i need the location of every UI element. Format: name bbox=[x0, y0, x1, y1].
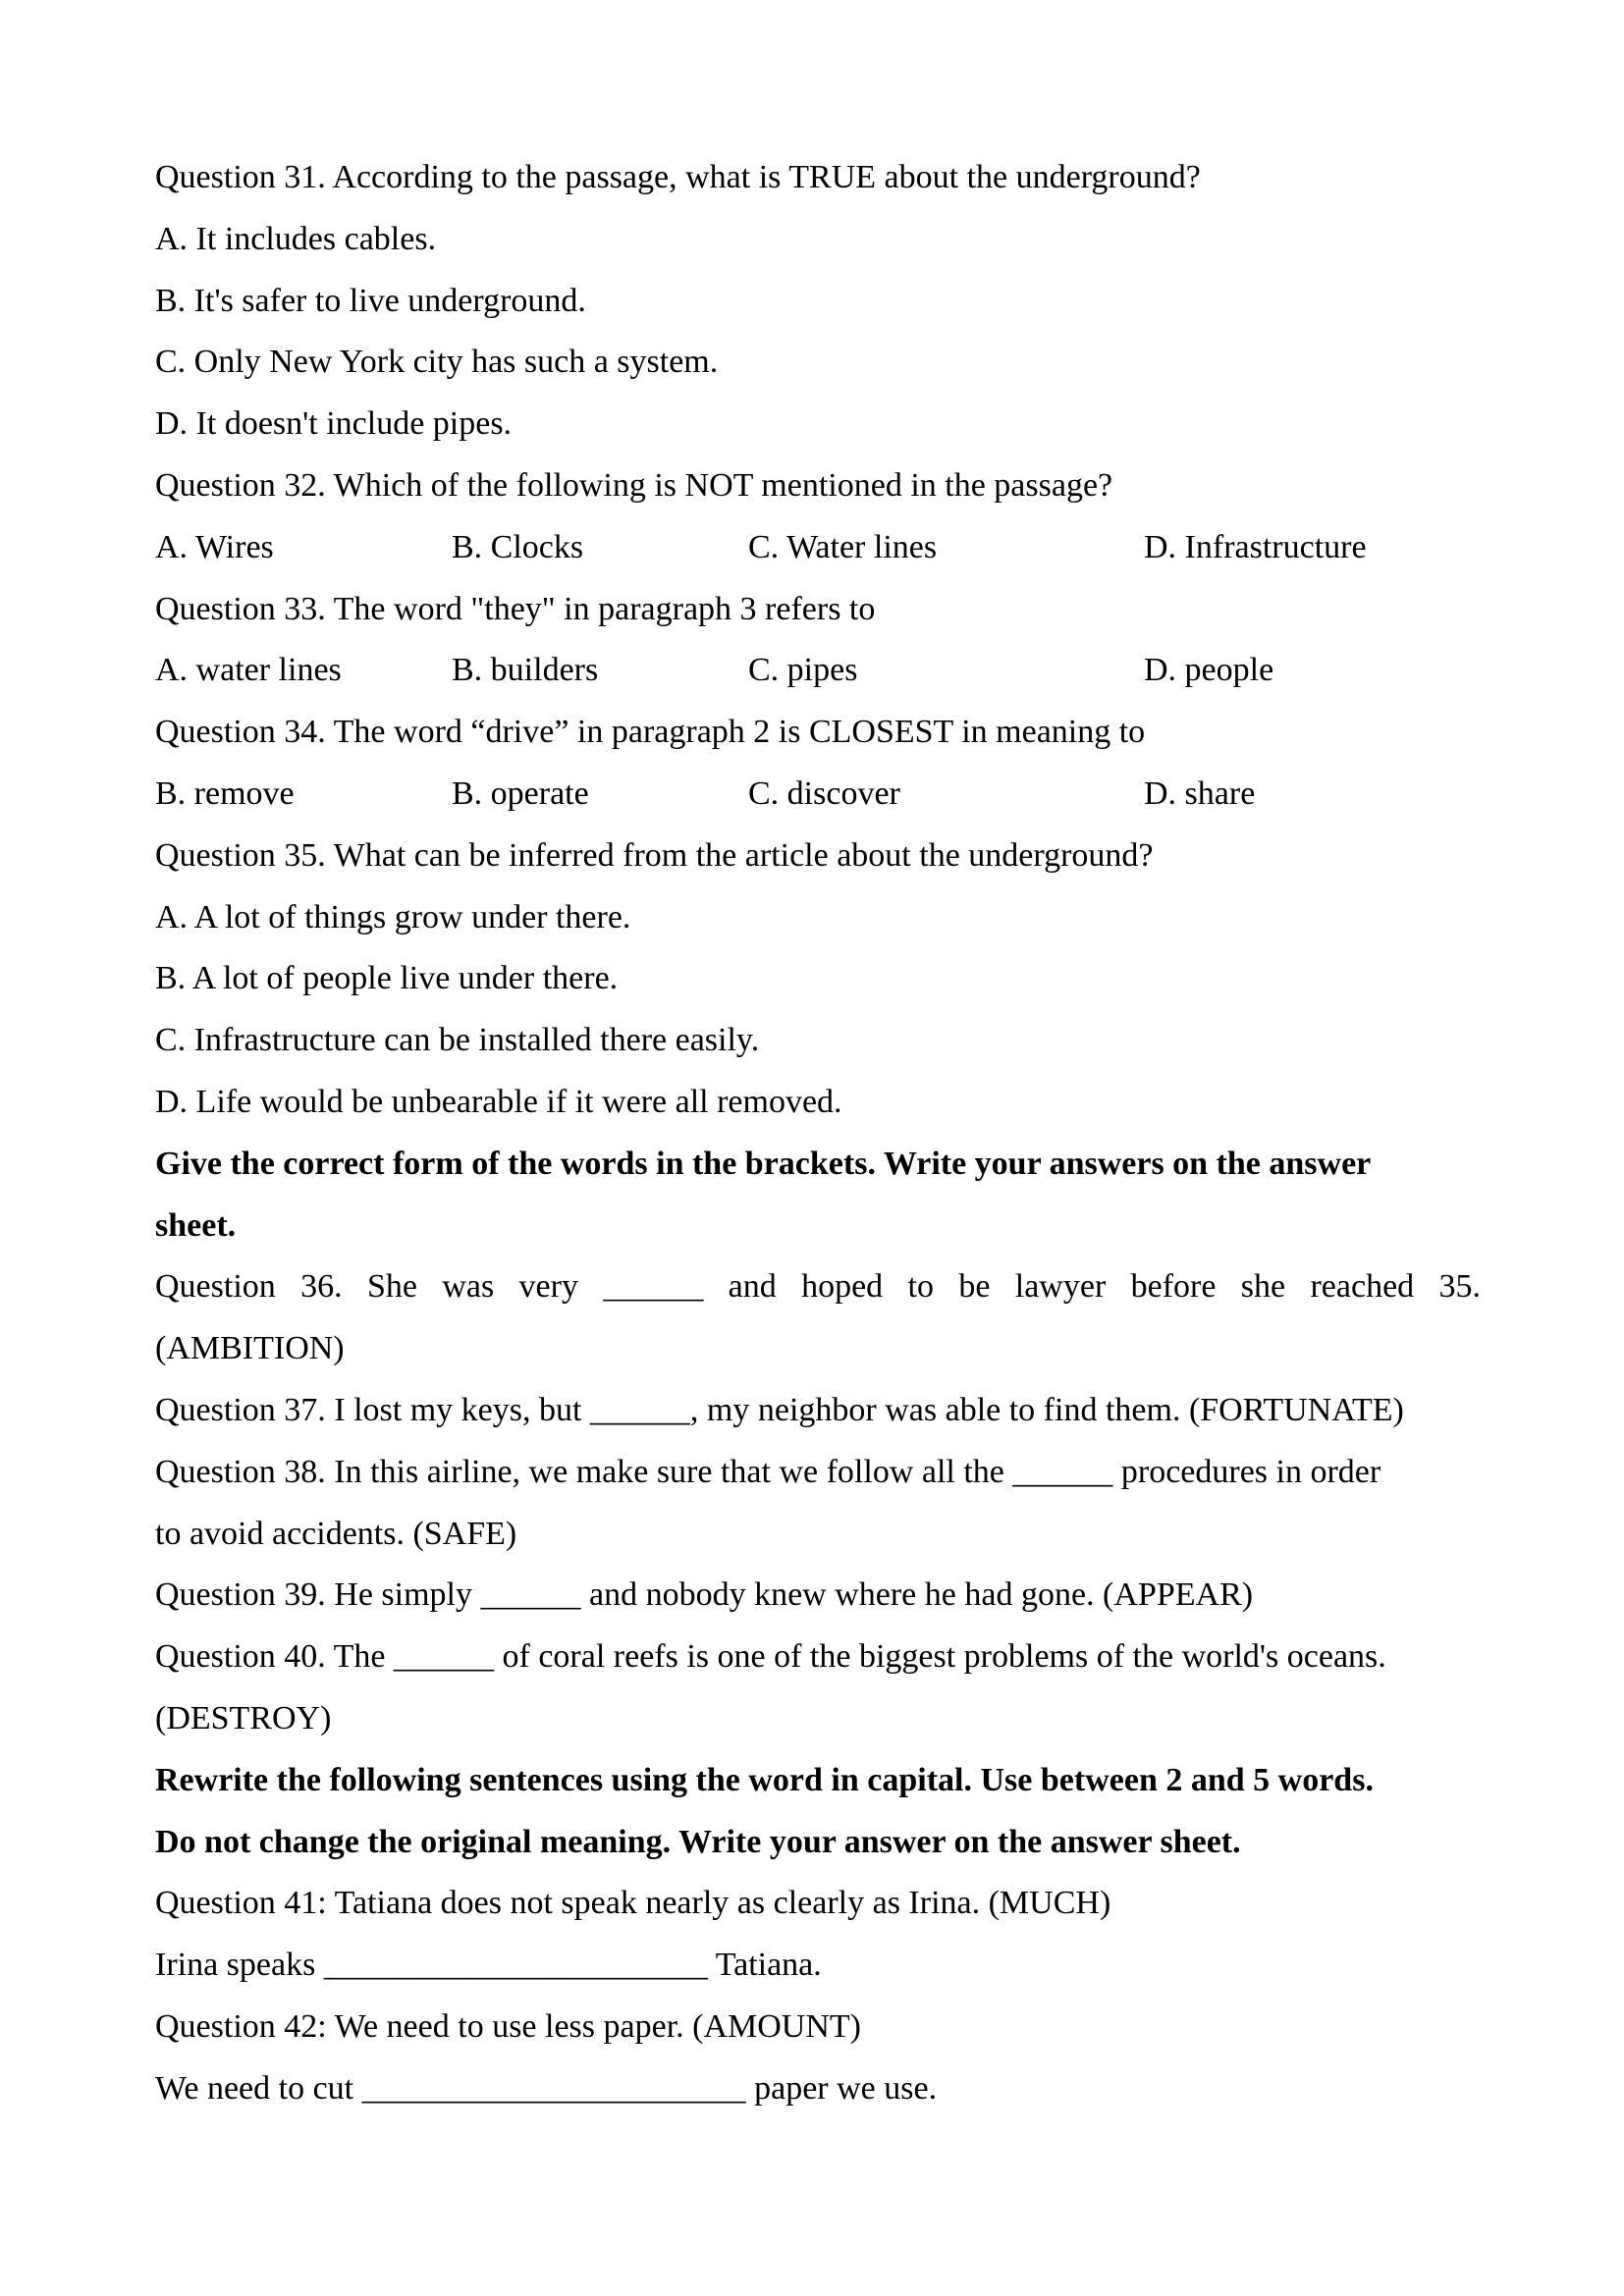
question-35-option-b: B. A lot of people live under there. bbox=[155, 960, 619, 997]
question-41-answer-line: Irina speaks _______________________ Tatiana. bbox=[155, 1947, 822, 1984]
question-34-option-a: B. remove bbox=[155, 774, 295, 812]
question-32-option-b: B. Clocks bbox=[452, 528, 584, 565]
section-rewrite-heading-line-2: Do not change the original meaning. Write your answer on the answer sheet. bbox=[155, 1823, 1241, 1860]
question-36-line-1 bbox=[155, 1256, 1481, 1318]
question-32-option-d: D. Infrastructure bbox=[1144, 528, 1367, 565]
question-41-stem: Question 41: Tatiana does not speak nearly as clearly as Irina. (MUCH) bbox=[155, 1885, 1111, 1922]
question-35-stem: Question 35. What can be inferred from the article about the underground? bbox=[155, 836, 1154, 874]
section-rewrite-heading-line-1: Rewrite the following sentences using the word in capital. Use between 2 and 5 words. bbox=[155, 1761, 1374, 1798]
question-35-option-c: C. Infrastructure can be installed there easily. bbox=[155, 1022, 760, 1059]
question-39: Question 39. He simply ______ and nobody knew where he had gone. (APPEAR) bbox=[155, 1576, 1254, 1614]
question-36-word: to bbox=[907, 1268, 934, 1306]
question-33-option-d: D. people bbox=[1144, 652, 1274, 689]
question-34-option-b: B. operate bbox=[452, 774, 589, 812]
question-34-options bbox=[155, 764, 1481, 826]
question-32-option-c: C. Water lines bbox=[748, 528, 938, 565]
question-35-option-a: A. A lot of things grow under there. bbox=[155, 898, 631, 935]
question-42-answer-line: We need to cut _______________________ paper we use. bbox=[155, 2069, 938, 2107]
question-33-option-c: C. pipes bbox=[748, 652, 858, 689]
question-32-option-a: A. Wires bbox=[155, 528, 274, 565]
question-37: Question 37. I lost my keys, but ______, my neighbor was able to find them. (FORTUNATE) bbox=[155, 1391, 1404, 1428]
question-36-word: was bbox=[442, 1268, 495, 1306]
question-36-word: Question bbox=[155, 1268, 276, 1306]
question-31-option-a: A. It includes cables. bbox=[155, 220, 437, 257]
question-36-word: reached bbox=[1310, 1268, 1415, 1306]
question-36-line-2: (AMBITION) bbox=[155, 1330, 345, 1367]
question-36-word: be bbox=[958, 1268, 991, 1306]
section-word-form-heading-line-1: Give the correct form of the words in the brackets. Write your answers on the answer bbox=[155, 1145, 1372, 1182]
question-32-stem: Question 32. Which of the following is NOT mentioned in the passage? bbox=[155, 466, 1113, 504]
question-33-options bbox=[155, 640, 1481, 702]
question-42-stem: Question 42: We need to use less paper. (AMOUNT) bbox=[155, 2007, 861, 2045]
question-36-word: before bbox=[1130, 1268, 1217, 1306]
question-33-stem: Question 33. The word "they" in paragraph 3 refers to bbox=[155, 590, 876, 627]
question-36-word: 36. bbox=[300, 1268, 343, 1306]
question-40-line-2: (DESTROY) bbox=[155, 1699, 332, 1736]
question-36-word: 35. bbox=[1438, 1268, 1481, 1306]
question-33-option-b: B. builders bbox=[452, 652, 599, 689]
question-32-options bbox=[155, 517, 1481, 579]
question-31-option-d: D. It doesn't include pipes. bbox=[155, 405, 513, 443]
question-36-blank: ______ bbox=[603, 1268, 704, 1306]
question-36-word: very bbox=[518, 1268, 578, 1306]
question-40-line-1: Question 40. The ______ of coral reefs is one of the biggest problems of the world's oceans. bbox=[155, 1638, 1386, 1676]
question-38-line-1: Question 38. In this airline, we make sure that we follow all the ______ procedures in order bbox=[155, 1453, 1381, 1490]
question-34-option-c: C. discover bbox=[748, 774, 900, 812]
question-34-stem: Question 34. The word “drive” in paragraph 2 is CLOSEST in meaning to bbox=[155, 714, 1146, 751]
question-33-option-a: A. water lines bbox=[155, 652, 342, 689]
document-page bbox=[155, 147, 1481, 2120]
question-35-option-d: D. Life would be unbearable if it were all removed. bbox=[155, 1083, 842, 1120]
question-31-stem: Question 31. According to the passage, what is TRUE about the underground? bbox=[155, 159, 1201, 195]
question-31-option-c: C. Only New York city has such a system. bbox=[155, 344, 719, 381]
question-36-word: lawyer bbox=[1014, 1268, 1107, 1306]
question-36-word: She bbox=[366, 1268, 417, 1306]
question-36-word: hoped bbox=[801, 1268, 884, 1306]
question-34-option-d: D. share bbox=[1144, 774, 1256, 812]
question-36-word: and bbox=[728, 1268, 777, 1306]
question-36-word: she bbox=[1240, 1268, 1286, 1306]
question-31-option-b: B. It's safer to live underground. bbox=[155, 282, 586, 319]
section-word-form-heading-line-2: sheet. bbox=[155, 1206, 237, 1244]
question-38-line-2: to avoid accidents. (SAFE) bbox=[155, 1515, 517, 1552]
